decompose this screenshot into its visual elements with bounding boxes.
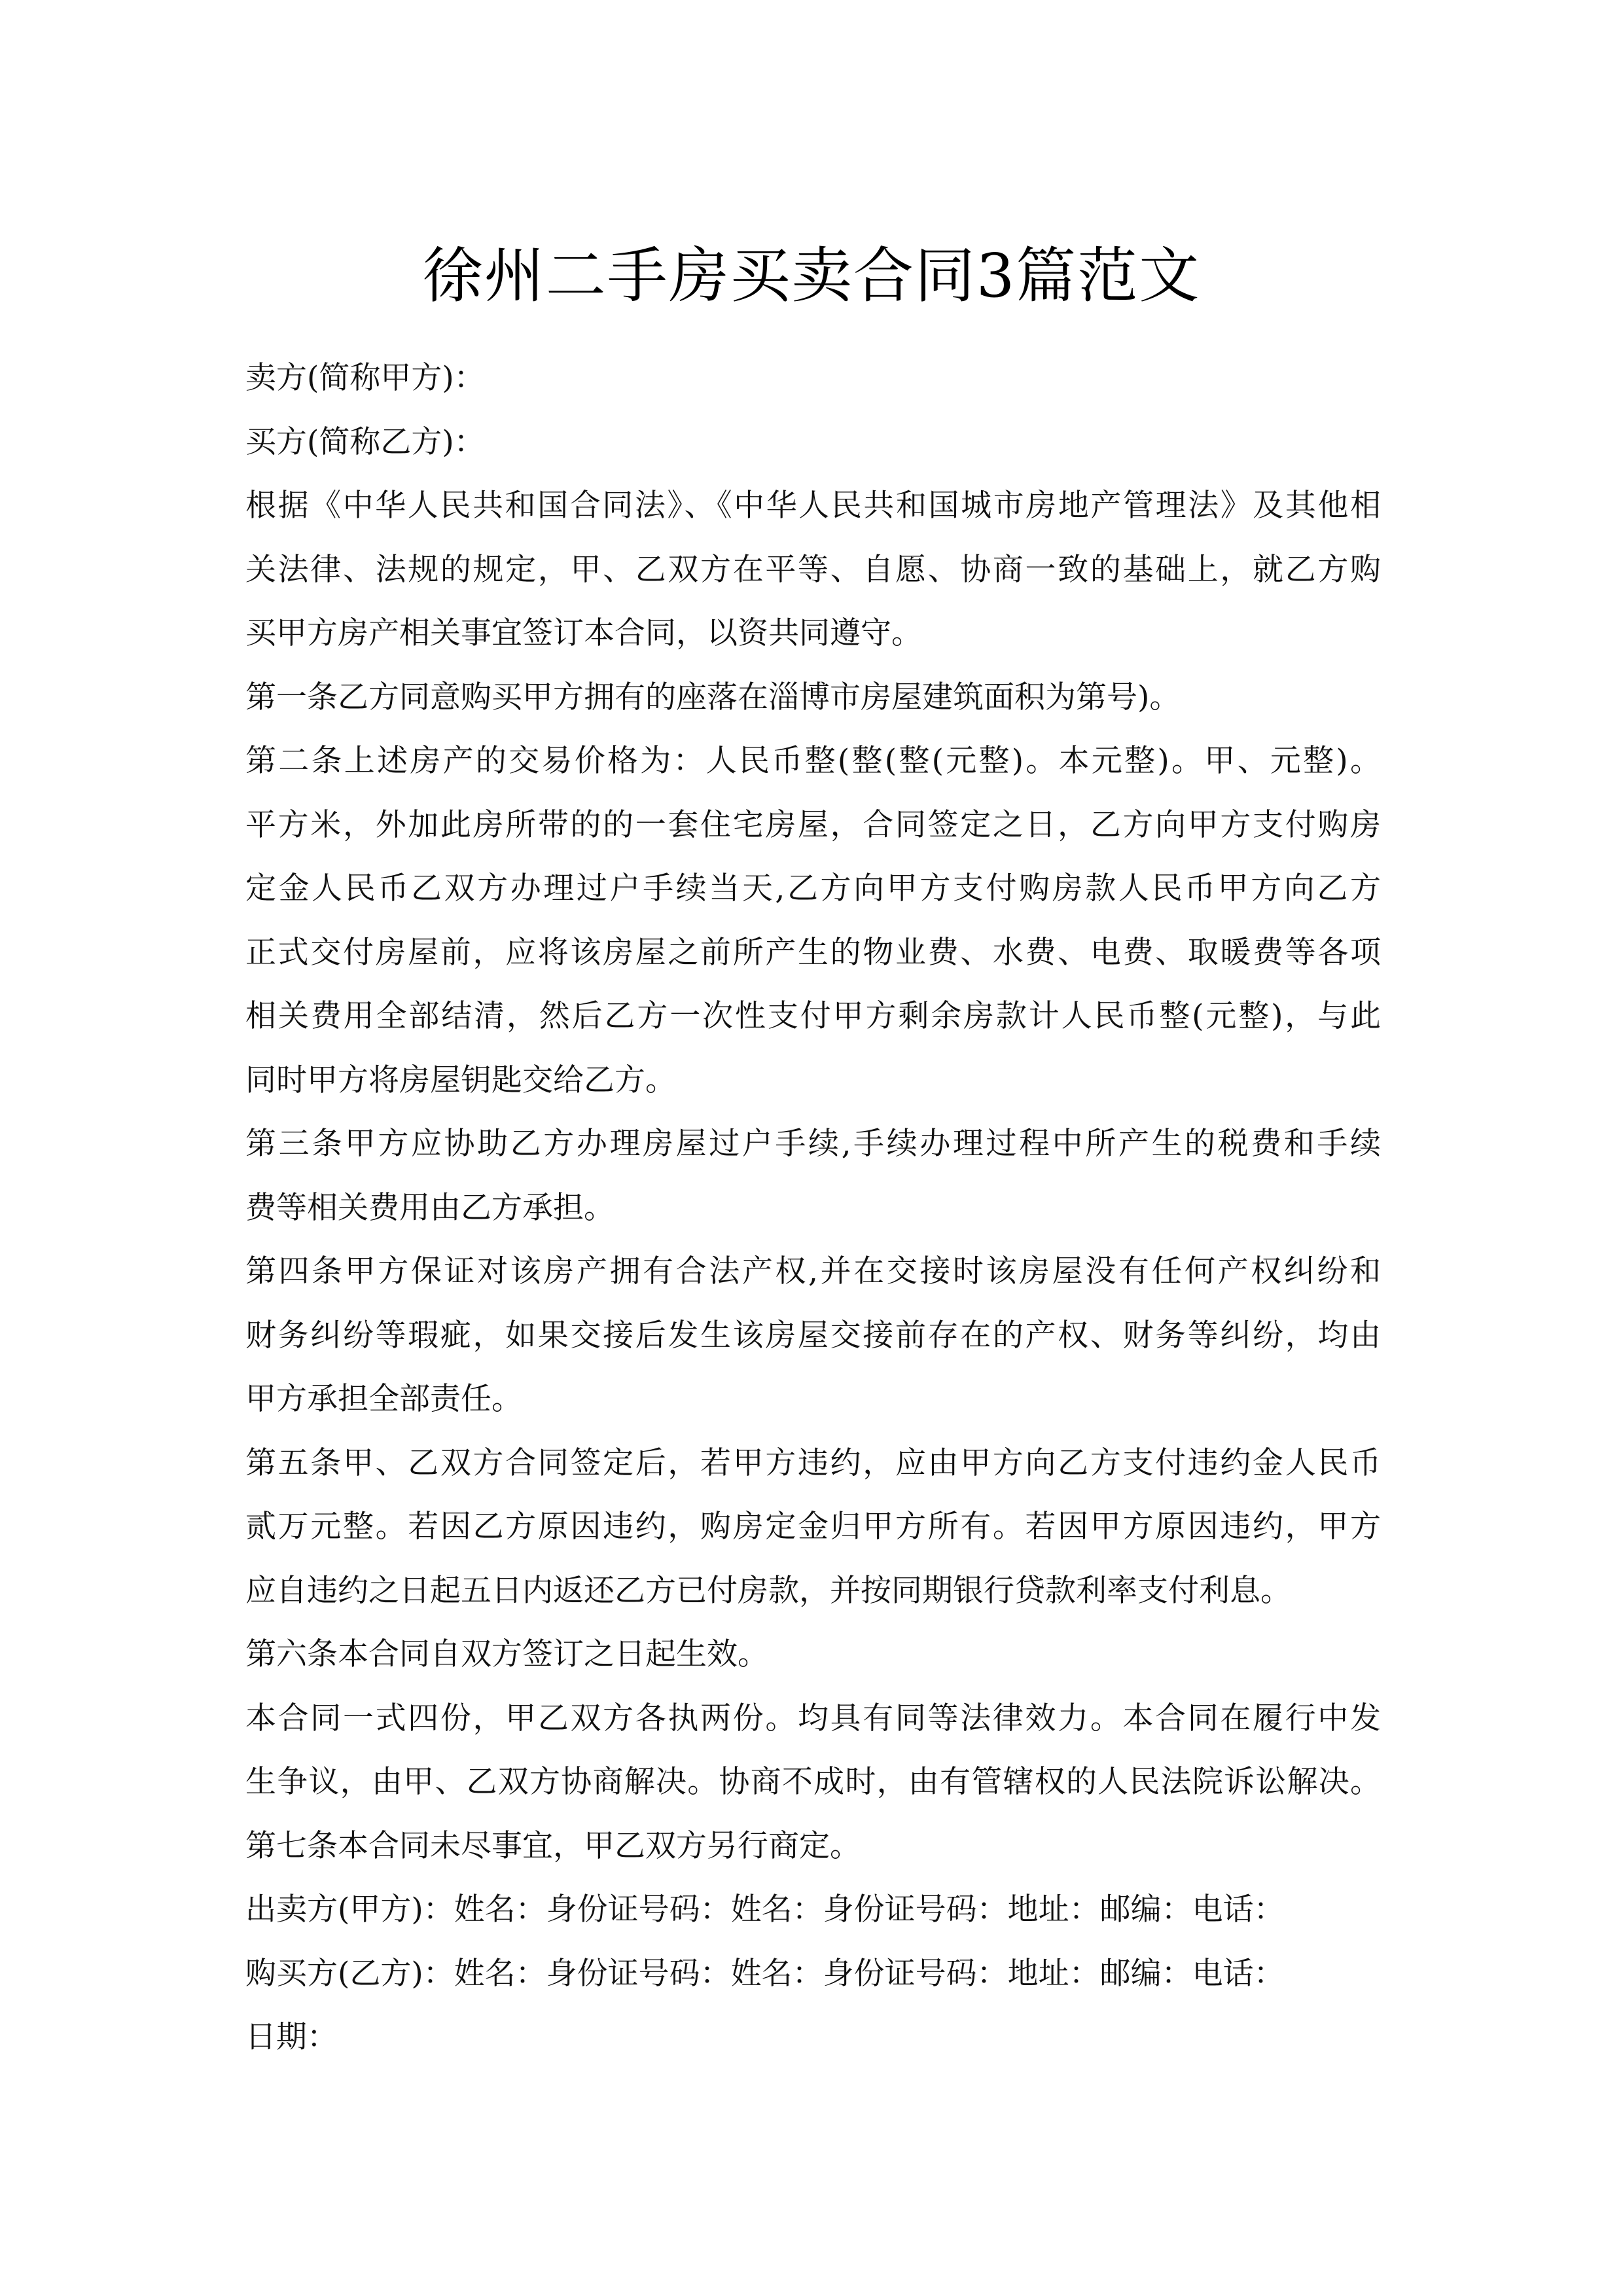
date-line: 日期： — [245, 2019, 338, 2055]
article-1-line-1: 第一条乙方同意购买甲方拥有的座落在淄博市房屋建筑面积为第号)。 — [245, 679, 1181, 715]
article-4-line-2: 财务纠纷等瑕疵，如果交接后发生该房屋交接前存在的产权、财务等纠纷，均由 — [245, 1317, 1381, 1354]
article-5-line-1: 第五条甲、乙双方合同签定后，若甲方违约，应由甲方向乙方支付违约金人民币 — [245, 1444, 1381, 1481]
document-title: 徐州二手房买卖合同3篇范文 — [422, 240, 1201, 311]
preamble-line-2: 关法律、法规的规定，甲、乙双方在平等、自愿、协商一致的基础上，就乙方购 — [245, 551, 1381, 588]
article-4-line-1: 第四条甲方保证对该房产拥有合法产权,并在交接时该房屋没有任何产权纠纷和 — [245, 1253, 1381, 1289]
article-7-line-1: 第七条本合同未尽事宜，甲乙双方另行商定。 — [245, 1827, 861, 1864]
copies-line-1: 本合同一式四份，甲乙双方各执两份。均具有同等法律效力。本合同在履行中发 — [245, 1700, 1381, 1736]
article-2-line-4: 正式交付房屋前，应将该房屋之前所产生的物业费、水费、电费、取暖费等各项 — [245, 934, 1381, 971]
seller-line: 卖方(简称甲方)： — [245, 360, 485, 396]
article-3-line-2: 费等相关费用由乙方承担。 — [245, 1189, 615, 1226]
article-6-line-1: 第六条本合同自双方签订之日起生效。 — [245, 1636, 768, 1672]
document-body — [245, 346, 1384, 2070]
article-2-line-5: 相关费用全部结清，然后乙方一次性支付甲方剩余房款计人民币整(元整)，与此 — [245, 998, 1381, 1034]
buyer-signature-line: 购买方(乙方)：姓名：身份证号码：姓名：身份证号码：地址：邮编：电话： — [245, 1955, 1285, 1992]
copies-line-2: 生争议，由甲、乙双方协商解决。协商不成时，由有管辖权的人民法院诉讼解决。 — [245, 1764, 1381, 1800]
article-2-line-2: 平方米，外加此房所带的的一套住宅房屋，合同签定之日，乙方向甲方支付购房 — [245, 806, 1381, 843]
article-2-line-6: 同时甲方将房屋钥匙交给乙方。 — [245, 1062, 676, 1098]
seller-signature-line: 出卖方(甲方)：姓名：身份证号码：姓名：身份证号码：地址：邮编：电话： — [245, 1892, 1285, 1928]
article-5-line-3: 应自违约之日起五日内返还乙方已付房款，并按同期银行贷款利率支付利息。 — [245, 1572, 1291, 1609]
article-4-line-3: 甲方承担全部责任。 — [245, 1381, 522, 1417]
article-3-line-1: 第三条甲方应协助乙方办理房屋过户手续,手续办理过程中所产生的税费和手续 — [245, 1126, 1381, 1162]
article-2-line-3: 定金人民币乙双方办理过户手续当天,乙方向甲方支付购房款人民币甲方向乙方 — [245, 870, 1381, 906]
article-2-line-1: 第二条上述房产的交易价格为：人民币整(整(整(元整)。本元整)。甲、元整)。 — [245, 743, 1381, 779]
preamble-line-3: 买甲方房产相关事宜签订本合同，以资共同遵守。 — [245, 615, 922, 651]
preamble-line-1: 根据《中华人民共和国合同法》、《中华人民共和国城市房地产管理法》及其他相 — [245, 488, 1381, 524]
article-5-line-2: 贰万元整。若因乙方原因违约，购房定金归甲方所有。若因甲方原因违约，甲方 — [245, 1509, 1381, 1545]
buyer-line: 买方(简称乙方)： — [245, 423, 485, 460]
